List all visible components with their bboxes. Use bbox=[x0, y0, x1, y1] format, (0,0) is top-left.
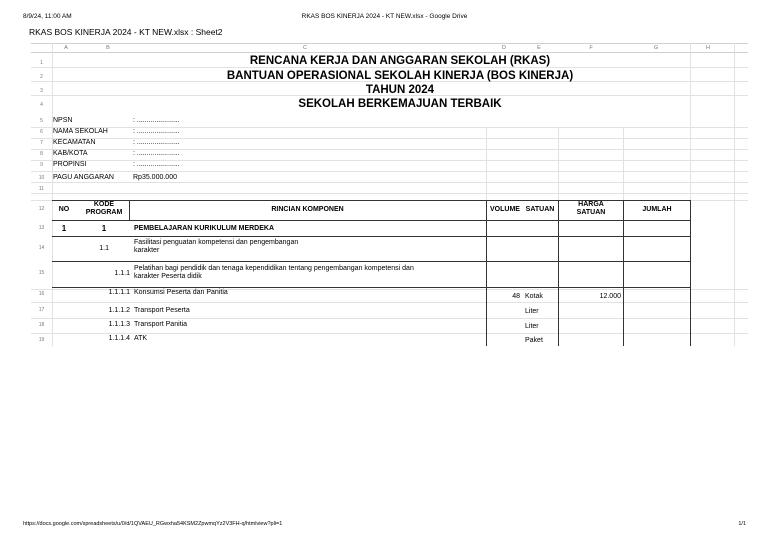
row-7-satuan: Paket bbox=[525, 337, 543, 344]
row-number-4[interactable]: 4 bbox=[40, 102, 43, 108]
row-number-9[interactable]: 9 bbox=[40, 162, 43, 168]
info-label-npsn: NPSN bbox=[53, 117, 73, 124]
print-header bbox=[23, 13, 746, 23]
info-value-kab-kota: : ...................... bbox=[133, 150, 180, 157]
info-value-npsn: : ...................... bbox=[133, 117, 180, 124]
row-number-10[interactable]: 10 bbox=[38, 175, 45, 181]
row-4-kode: 1.1.1.1 bbox=[108, 289, 130, 296]
header-satuan: SATUAN bbox=[525, 206, 555, 213]
info-label-propinsi: PROPINSI bbox=[53, 161, 87, 168]
header-jumlah: JUMLAH bbox=[642, 206, 672, 213]
column-header-a[interactable]: A bbox=[64, 45, 68, 51]
row-4-harga: 12.000 bbox=[599, 293, 621, 300]
column-header-g[interactable]: G bbox=[653, 45, 659, 51]
row-3-rincian: Pelatihan bagi pendidik dan tenaga kependidikan tentang pengembangan kompetensi dan bbox=[134, 265, 414, 272]
info-label-kab-kota: KAB/KOTA bbox=[53, 150, 88, 157]
row-number-18[interactable]: 18 bbox=[38, 322, 45, 328]
sheet-title-3: TAHUN 2024 bbox=[365, 84, 435, 96]
row-7-rincian: ATK bbox=[134, 335, 148, 342]
sheet-title-1: RENCANA KERJA DAN ANGGARAN SEKOLAH (RKAS) bbox=[249, 55, 551, 67]
info-label-kecamatan: KECAMATAN bbox=[53, 139, 96, 146]
row-1-rincian: PEMBELAJARAN KURIKULUM MERDEKA bbox=[134, 225, 274, 232]
row-number-14[interactable]: 14 bbox=[38, 245, 45, 251]
column-header-d[interactable]: D bbox=[502, 45, 506, 51]
row-6-kode: 1.1.1.3 bbox=[108, 321, 130, 328]
print-url: https://docs.google.com/spreadsheets/u/0/d/1QVAEU_RGwxha54KSM2ZpwmqYz2V3FH-q/htmlview?pli=1 bbox=[23, 521, 283, 527]
row-number-19[interactable]: 19 bbox=[38, 337, 45, 343]
print-page-number: 1/1 bbox=[738, 521, 746, 527]
header-volume: VOLUME bbox=[490, 206, 520, 213]
info-label-pagu-anggaran: PAGU ANGGARAN bbox=[53, 174, 114, 181]
row-2-kode: 1.1 bbox=[99, 245, 109, 252]
row-2-rincian: Fasilitasi penguatan kompetensi dan pengembangan bbox=[134, 239, 299, 246]
row-number-1[interactable]: 1 bbox=[40, 60, 43, 66]
info-value-pagu-anggaran: Rp35.000.000 bbox=[133, 174, 177, 181]
row-4-satuan: Kotak bbox=[525, 293, 543, 300]
row-4-volume: 48 bbox=[512, 293, 520, 300]
row-number-12[interactable]: 12 bbox=[38, 206, 45, 212]
row-number-16[interactable]: 16 bbox=[38, 291, 45, 297]
row-5-rincian: Transport Peserta bbox=[134, 307, 190, 314]
row-number-15[interactable]: 15 bbox=[38, 270, 45, 276]
row-number-2[interactable]: 2 bbox=[40, 74, 43, 80]
row-number-6[interactable]: 6 bbox=[40, 129, 43, 135]
row-5-kode: 1.1.1.2 bbox=[108, 307, 130, 314]
row-number-3[interactable]: 3 bbox=[40, 88, 43, 94]
row-6-satuan: Liter bbox=[525, 323, 539, 330]
header-harga-line1: HARGA bbox=[578, 201, 604, 208]
column-header-c[interactable]: C bbox=[303, 45, 307, 51]
row-7-kode: 1.1.1.4 bbox=[108, 335, 130, 342]
sheet-title-2: BANTUAN OPERASIONAL SEKOLAH KINERJA (BOS KINERJA) bbox=[226, 70, 574, 82]
row-number-5[interactable]: 5 bbox=[40, 118, 43, 124]
sheet-title-4: SEKOLAH BERKEMAJUAN TERBAIK bbox=[298, 98, 502, 110]
row-1-no: 1 bbox=[61, 224, 67, 233]
header-kode-line1: KODE bbox=[93, 201, 115, 208]
header-kode-line2: PROGRAM bbox=[85, 209, 123, 216]
column-header-e[interactable]: E bbox=[537, 45, 541, 51]
row-3-kode: 1.1.1 bbox=[114, 270, 130, 277]
row-3-rincian-line2: karakter Peserta didik bbox=[134, 273, 202, 280]
document-title: RKAS BOS KINERJA 2024 - KT NEW.xlsx : Sheet2 bbox=[29, 27, 223, 37]
row-5-satuan: Liter bbox=[525, 308, 539, 315]
row-2-rincian-line2: karakter bbox=[134, 247, 160, 254]
info-value-propinsi: : ...................... bbox=[133, 161, 180, 168]
row-4-rincian: Konsumsi Peserta dan Panitia bbox=[134, 289, 228, 296]
row-1-kode: 1 bbox=[101, 224, 107, 233]
info-label-nama-sekolah: NAMA SEKOLAH bbox=[53, 128, 108, 135]
row-6-rincian: Transport Panitia bbox=[134, 321, 188, 328]
spreadsheet bbox=[31, 43, 748, 346]
row-number-7[interactable]: 7 bbox=[40, 140, 43, 146]
column-header-f[interactable]: F bbox=[589, 45, 593, 51]
row-number-17[interactable]: 17 bbox=[38, 307, 45, 313]
print-datetime: 8/9/24, 11:00 AM bbox=[23, 13, 72, 20]
column-header-b[interactable]: B bbox=[106, 45, 110, 51]
row-number-13[interactable]: 13 bbox=[38, 225, 45, 231]
info-value-kecamatan: : ...................... bbox=[133, 139, 180, 146]
row-number-11[interactable]: 11 bbox=[38, 186, 45, 192]
header-harga-line2: SATUAN bbox=[576, 209, 606, 216]
print-page-title: RKAS BOS KINERJA 2024 - KT NEW.xlsx - Google Drive bbox=[301, 13, 468, 20]
header-rincian-komponen: RINCIAN KOMPONEN bbox=[271, 206, 344, 213]
row-number-8[interactable]: 8 bbox=[40, 151, 43, 157]
info-value-nama-sekolah: : ...................... bbox=[133, 128, 180, 135]
header-no: NO bbox=[58, 206, 70, 213]
column-header-h[interactable]: H bbox=[706, 45, 710, 51]
column-header-bar bbox=[31, 43, 748, 53]
